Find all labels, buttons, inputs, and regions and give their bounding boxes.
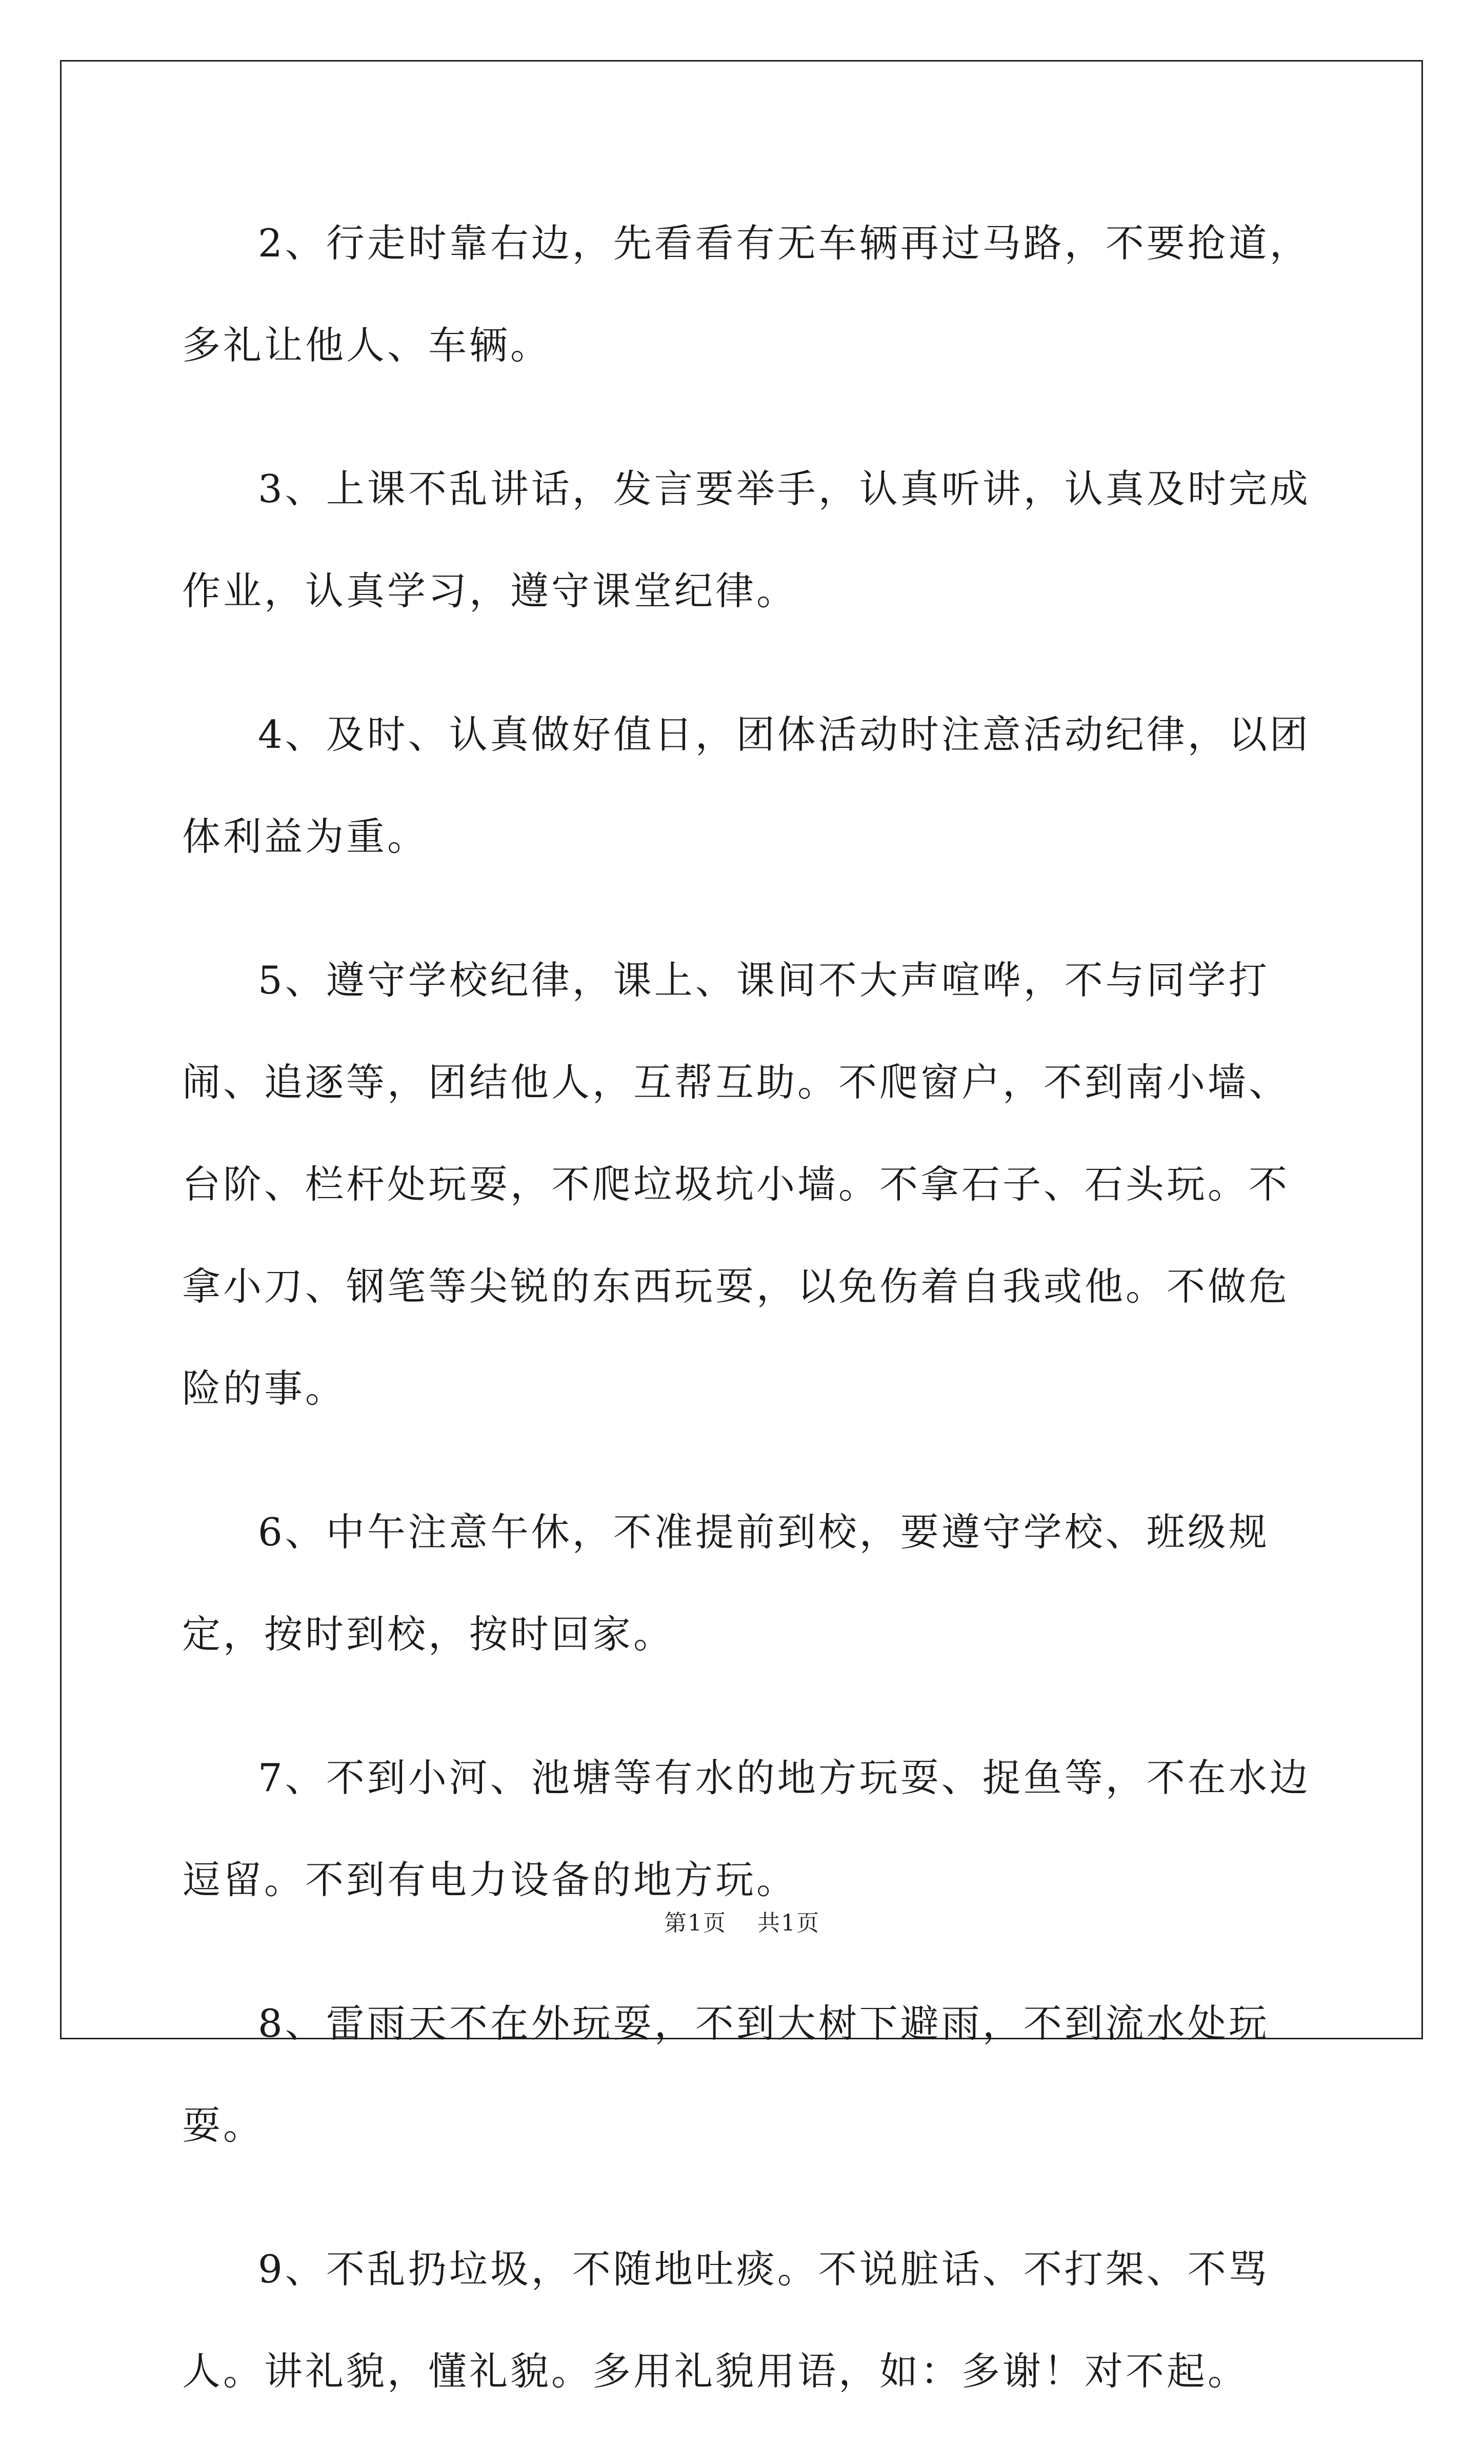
paragraph-rule-8: 8、雷雨天不在外玩耍，不到大树下避雨，不到流水处玩耍。: [182, 2001, 1270, 2148]
paragraph-rule-6: 6、中午注意午休，不准提前到校，要遵守学校、班级规定，按时到校，按时回家。: [182, 1509, 1270, 1657]
paragraph-rule-4: 4、及时、认真做好值日，团体活动时注意活动纪律，以团体利益为重。: [182, 712, 1311, 859]
paragraph-rule-2: 2、行走时靠右边，先看看有无车辆再过马路，不要抢道，多礼让他人、车辆。: [182, 221, 1311, 368]
paragraph-rule-5: 5、遵守学校纪律，课上、课间不大声喧哗，不与同学打闹、追逐等，团结他人，互帮互助。不爬窗户，不到南小墙、台阶、栏杆处玩耍，不爬垃圾坑小墙。不拿石子、石头玩。不拿小刀、钢笔等尖锐的东西玩耍，以免伤着自我或他。不做危险的事。: [182, 958, 1290, 1411]
page-footer: [0, 1908, 1484, 1939]
page-current-label: 第1页: [664, 1910, 727, 1936]
paragraph-rule-7: 7、不到小河、池塘等有水的地方玩耍、捉鱼等，不在水边逗留。不到有电力设备的地方玩。: [182, 1755, 1311, 1902]
paragraph-rule-9: 9、不乱扔垃圾，不随地吐痰。不说脏话、不打架、不骂人。讲礼貌，懂礼貌。多用礼貌用语，如：多谢！对不起。: [182, 2247, 1270, 2394]
page-total-label: 共1页: [757, 1910, 820, 1936]
document-body: [182, 192, 1313, 2464]
paragraph-rule-3: 3、上课不乱讲话，发言要举手，认真听讲，认真及时完成作业，认真学习，遵守课堂纪律。: [182, 466, 1311, 613]
